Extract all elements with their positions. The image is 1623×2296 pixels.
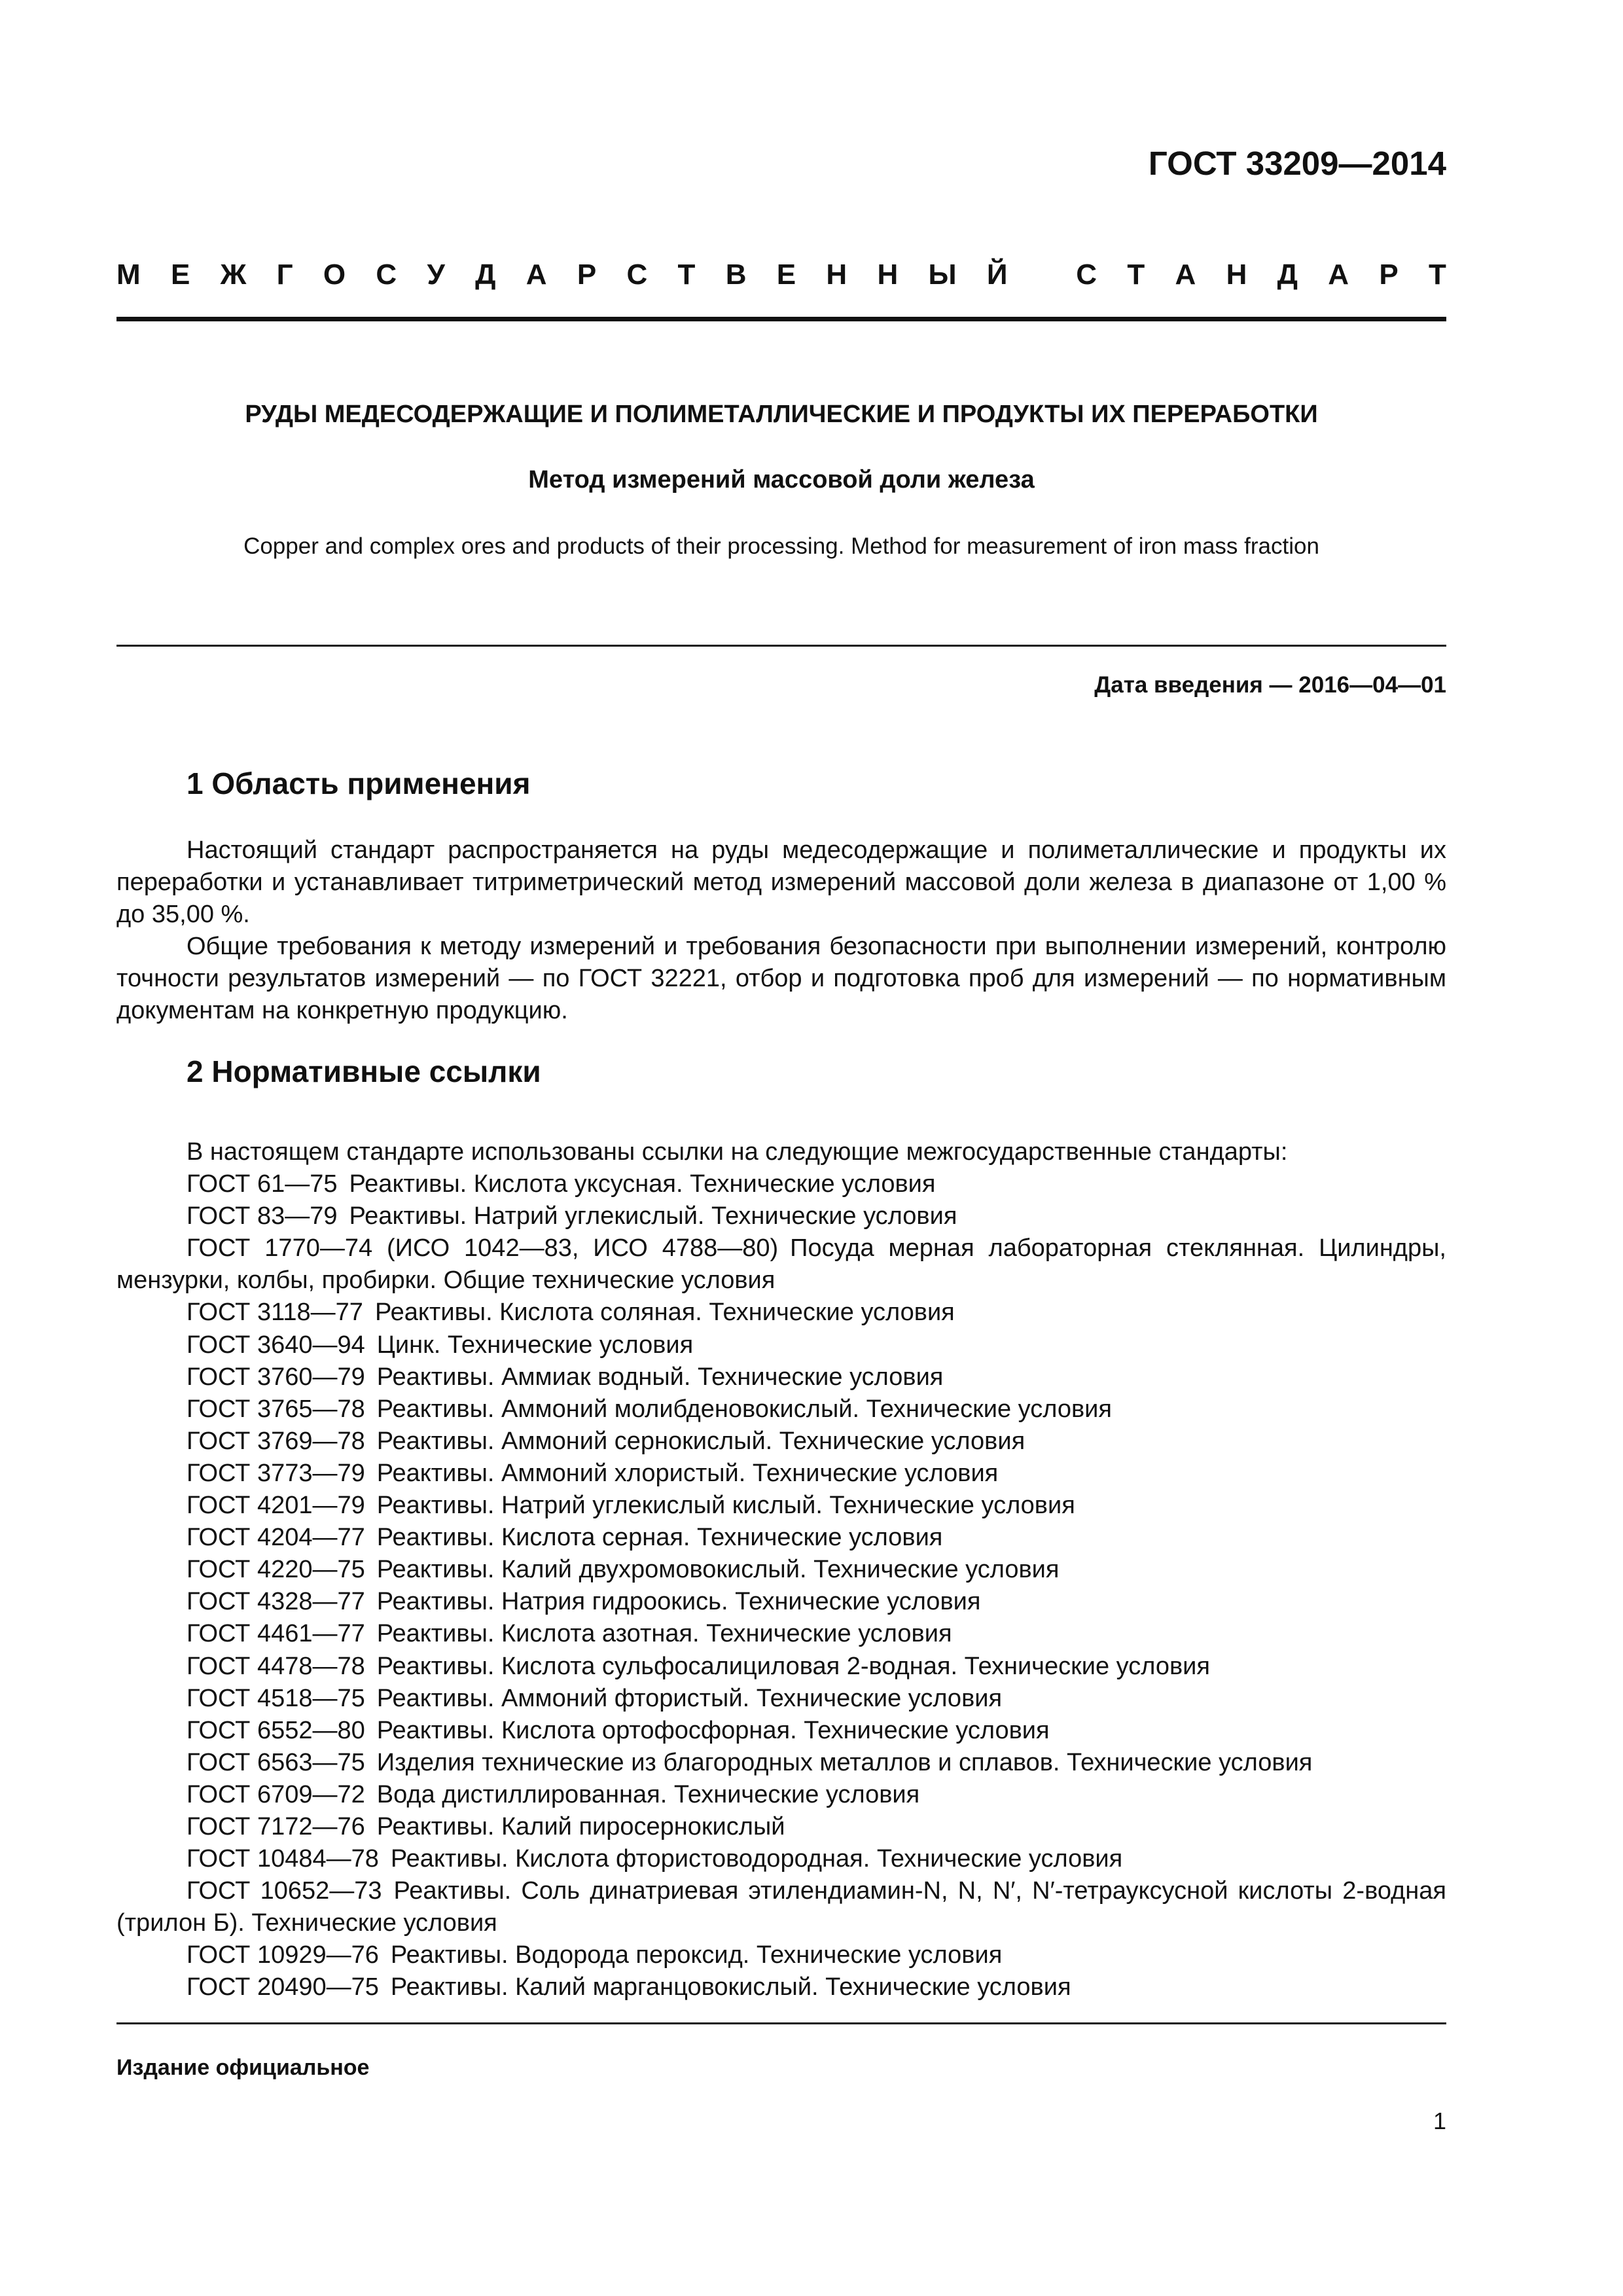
header-divider — [116, 317, 1446, 321]
reference-title: Реактивы. Кислота соляная. Технические условия — [374, 1299, 955, 1327]
reference-number: ГОСТ 20490—75 — [187, 1973, 379, 2001]
standard-type-letter: Д — [475, 259, 496, 291]
reference-number: ГОСТ 7172—76 — [187, 1812, 365, 1840]
reference-item — [116, 1554, 1446, 1586]
reference-number: ГОСТ 4518—75 — [187, 1684, 365, 1712]
standard-type-letter: Й — [986, 259, 1008, 291]
reference-number: ГОСТ 3769—78 — [187, 1427, 365, 1455]
reference-title: Реактивы. Аммоний молибденовокислый. Технические условия — [376, 1395, 1112, 1423]
standard-type-letter: С — [1076, 259, 1097, 291]
standard-type-letter: Т — [677, 259, 696, 291]
reference-number: ГОСТ 6563—75 — [187, 1748, 365, 1776]
reference-item — [116, 1843, 1446, 1875]
reference-title: Реактивы. Калий марганцовокислый. Технические условия — [390, 1973, 1071, 2001]
footer-divider — [116, 2022, 1446, 2024]
standard-type-letter: Н — [877, 259, 899, 291]
section-1-paragraph: Настоящий стандарт распространяется на руды медесодержащие и полиметаллические и продукты их переработки и устанавливает титриметрический метод измерений массовой доли железа в диапазоне от 1,00 % до 35,00 %. — [116, 836, 1446, 928]
reference-title: Реактивы. Кислота ортофосфорная. Технические условия — [376, 1716, 1050, 1744]
standard-number: ГОСТ 33209—2014 — [1148, 145, 1446, 182]
reference-number: ГОСТ 6552—80 — [187, 1716, 365, 1744]
standard-type-letter: Т — [1429, 259, 1446, 291]
reference-title: Реактивы. Аммоний хлористый. Технические условия — [376, 1459, 999, 1487]
reference-item — [116, 1458, 1446, 1490]
standard-type-letter: А — [1328, 259, 1349, 291]
reference-number: ГОСТ 61—75 — [187, 1170, 338, 1198]
reference-number: ГОСТ 4328—77 — [187, 1588, 365, 1616]
normative-references-list — [116, 1136, 1446, 2004]
page-number: 1 — [1433, 2108, 1446, 2134]
reference-item — [116, 1522, 1446, 1554]
reference-title: Изделия технические из благородных металлов и сплавов. Технические условия — [376, 1748, 1313, 1776]
reference-item — [116, 1490, 1446, 1522]
section-1-heading: 1 Область применения — [187, 766, 531, 800]
reference-title: Посуда мерная лабораторная стеклянная. Цилиндры, мензурки, колбы, пробирки. Общие технические условия — [116, 1234, 1446, 1295]
reference-title: Реактивы. Кислота серная. Технические условия — [376, 1524, 943, 1552]
standard-type-letter: А — [526, 259, 547, 291]
standard-type-letter: С — [626, 259, 648, 291]
official-edition-label: Издание официальное — [116, 2055, 370, 2080]
reference-number: ГОСТ 6709—72 — [187, 1780, 365, 1808]
reference-item — [116, 1297, 1446, 1329]
standard-type-letter: Д — [1277, 259, 1298, 291]
standard-type-letter: О — [323, 259, 346, 291]
references-intro: В настоящем стандарте использованы ссылки на следующие межгосударственные стандарты: — [187, 1138, 1288, 1166]
reference-number: ГОСТ 4220—75 — [187, 1556, 365, 1584]
standard-type-letter: Т — [1127, 259, 1145, 291]
reference-item — [116, 1232, 1446, 1297]
reference-title: Реактивы. Натрий углекислый. Технические условия — [349, 1202, 957, 1230]
section-1-body — [116, 834, 1446, 1027]
document-subtitle-ru: Метод измерений массовой доли железа — [528, 466, 1035, 493]
reference-title: Реактивы. Калий двухромовокислый. Технические условия — [376, 1556, 1060, 1584]
reference-number: ГОСТ 10652—73 — [187, 1877, 382, 1905]
reference-item — [116, 1168, 1446, 1200]
reference-title: Реактивы. Аммоний сернокислый. Технические условия — [376, 1427, 1026, 1455]
standard-type-letter: С — [376, 259, 397, 291]
section-2-heading: 2 Нормативные ссылки — [187, 1054, 541, 1088]
document-title-ru: РУДЫ МЕДЕСОДЕРЖАЩИЕ И ПОЛИМЕТАЛЛИЧЕСКИЕ И ПРОДУКТЫ ИХ ПЕРЕРАБОТКИ — [245, 401, 1318, 428]
reference-number: ГОСТ 4478—78 — [187, 1652, 365, 1680]
reference-title: Реактивы. Натрия гидроокись. Технические условия — [376, 1588, 981, 1616]
standard-type-letter: У — [427, 259, 445, 291]
standard-type-letter — [1038, 259, 1046, 291]
title-divider — [116, 645, 1446, 647]
reference-title: Реактивы. Кислота фтористоводородная. Технические условия — [390, 1845, 1123, 1873]
reference-number: ГОСТ 4461—77 — [187, 1620, 365, 1648]
reference-title: Реактивы. Аммиак водный. Технические условия — [376, 1363, 944, 1391]
standard-type-letter: Г — [276, 259, 293, 291]
reference-title: Реактивы. Натрий углекислый кислый. Технические условия — [376, 1492, 1075, 1520]
reference-item — [116, 1875, 1446, 1939]
reference-number: ГОСТ 3118—77 — [187, 1299, 363, 1327]
reference-number: ГОСТ 10929—76 — [187, 1941, 379, 1969]
reference-title: Реактивы. Кислота сульфосалициловая 2-водная. Технические условия — [376, 1652, 1210, 1680]
standard-type-letter: Р — [1379, 259, 1399, 291]
reference-number: ГОСТ 3773—79 — [187, 1459, 365, 1487]
reference-number: ГОСТ 4201—79 — [187, 1492, 365, 1520]
reference-item — [116, 1651, 1446, 1683]
reference-item — [116, 1586, 1446, 1618]
reference-item — [116, 1683, 1446, 1715]
reference-item — [116, 1200, 1446, 1232]
reference-title: Цинк. Технические условия — [376, 1331, 694, 1359]
reference-title: Реактивы. Аммоний фтористый. Технические условия — [376, 1684, 1003, 1712]
reference-number: ГОСТ 3765—78 — [187, 1395, 365, 1423]
standard-type-letter: Е — [776, 259, 796, 291]
standard-type-letter: Ж — [220, 259, 247, 291]
reference-item — [116, 1939, 1446, 1971]
standard-type-heading — [116, 259, 1446, 291]
reference-item — [116, 1426, 1446, 1458]
reference-number: ГОСТ 10484—78 — [187, 1845, 379, 1873]
reference-item — [116, 1779, 1446, 1811]
standard-type-letter: Е — [170, 259, 190, 291]
reference-item — [116, 1393, 1446, 1426]
standard-type-letter: Р — [577, 259, 597, 291]
standard-type-letter: А — [1175, 259, 1196, 291]
reference-title: Реактивы. Кислота уксусная. Технические условия — [349, 1170, 936, 1198]
reference-title: Реактивы. Соль динатриевая этилендиамин-N, N, N′, N′-тетрауксусной кислоты 2-водная (трилон Б). Технические условия — [116, 1877, 1446, 1937]
section-1-paragraph: Общие требования к методу измерений и требования безопасности при выполнении измерений, контролю точности результатов измерений — по ГОСТ 32221, отбор и подготовка проб для измерений — по нормативным документам на конкретную продукцию. — [116, 933, 1446, 1024]
reference-item — [116, 1361, 1446, 1393]
reference-item — [116, 1715, 1446, 1747]
reference-title: Реактивы. Водорода пероксид. Технические условия — [390, 1941, 1003, 1969]
reference-title: Реактивы. Кислота азотная. Технические условия — [376, 1620, 952, 1648]
reference-item — [116, 1811, 1446, 1843]
standard-type-letter: В — [725, 259, 747, 291]
reference-number: ГОСТ 3640—94 — [187, 1331, 365, 1359]
reference-number: ГОСТ 3760—79 — [187, 1363, 365, 1391]
standard-type-letter: Ы — [928, 259, 957, 291]
reference-item — [116, 1971, 1446, 2003]
reference-item — [116, 1618, 1446, 1650]
reference-title: Вода дистиллированная. Технические условия — [376, 1780, 920, 1808]
document-title-en: Copper and complex ores and products of their processing. Method for measurement of iron mass fraction — [243, 533, 1319, 559]
reference-number: ГОСТ 83—79 — [187, 1202, 338, 1230]
reference-title: Реактивы. Калий пиросернокислый — [376, 1812, 785, 1840]
reference-item — [116, 1329, 1446, 1361]
standard-type-letter: Н — [1226, 259, 1247, 291]
reference-number: ГОСТ 4204—77 — [187, 1524, 365, 1552]
reference-number: ГОСТ 1770—74 (ИСО 1042—83, ИСО 4788—80) — [187, 1234, 779, 1263]
introduction-date: Дата введения — 2016—04—01 — [1094, 672, 1446, 698]
standard-type-letter: Н — [826, 259, 847, 291]
standard-type-letter: М — [116, 259, 141, 291]
reference-item — [116, 1747, 1446, 1779]
